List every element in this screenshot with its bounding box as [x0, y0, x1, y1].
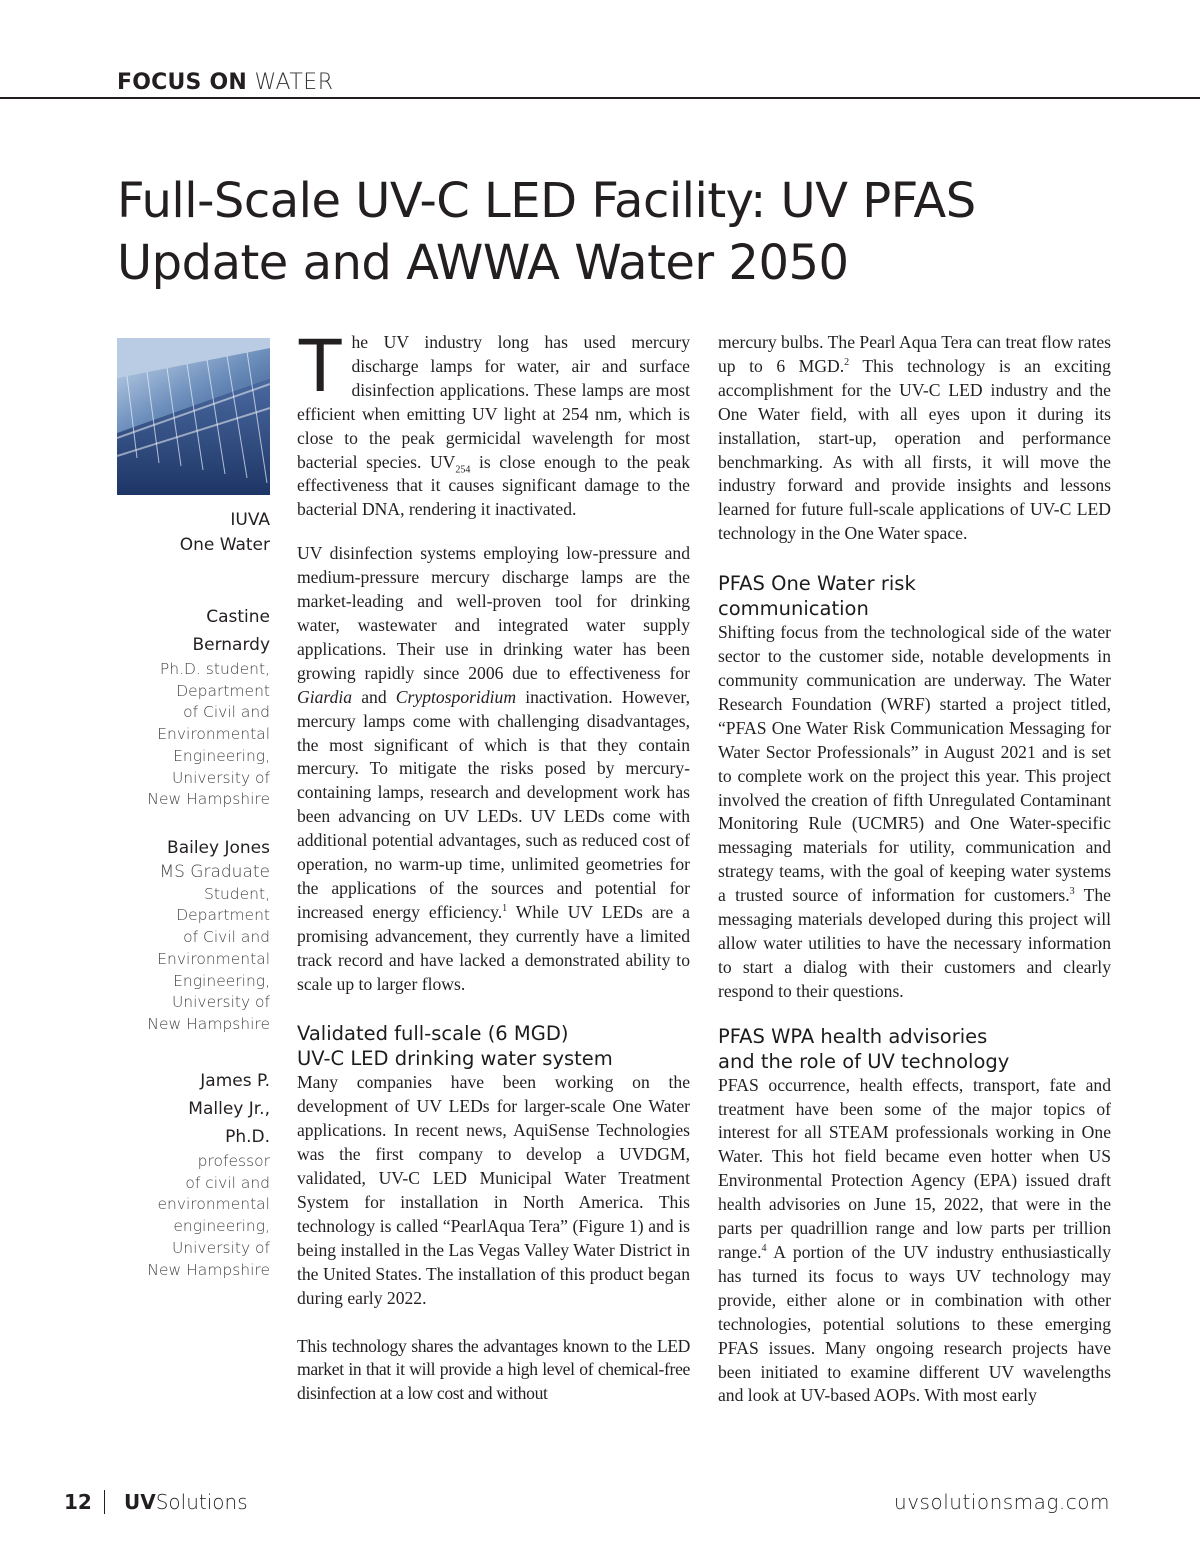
- body-column-1: [297, 323, 690, 1406]
- brand-bold: UV: [124, 1490, 156, 1514]
- author-role: New Hampshire: [147, 1014, 270, 1033]
- author-name: James P.: [200, 1071, 270, 1091]
- author-block: [100, 603, 270, 811]
- page-number: 12: [64, 1490, 92, 1514]
- section-heading: PFAS WPA health advisories and the role of UV technology: [718, 1024, 1010, 1073]
- body-column-2: [718, 331, 1111, 1408]
- author-role: University of: [171, 768, 270, 787]
- author-role: Engineering,: [173, 971, 270, 990]
- drop-cap: T: [297, 323, 344, 408]
- author-name: Bernardy: [192, 635, 270, 655]
- author-role: Department: [176, 906, 270, 925]
- author-name: Castine: [206, 607, 270, 627]
- org-name-line2: One Water: [179, 535, 270, 555]
- author-role: University of: [171, 993, 270, 1012]
- publication-brand: [124, 1489, 248, 1515]
- section-label: [117, 70, 334, 96]
- author-role: New Hampshire: [147, 790, 270, 809]
- author-role: professor: [197, 1152, 270, 1170]
- paragraph: Shifting focus from the technological side of the water sector to the customer side, notable developments in community communication are underway. The Water Research Foundation (WRF) started a project titled, “PFAS One Water Risk Communication Messaging for Water Sector Professionals” in August 2021 and is set to complete work on the project this year. This project involved the creation of fifth Unregulated Contaminant Monitoring Rule (UCMR5) and One Water-specific messaging materials for utility, communication and strategy teams, with the goal of keeping water systems a trusted source of information for customers.$^3$ The messaging materials developed during this project will allow water utilities to have the necessary information to start a dialog with their customers and clearly respond to their questions.: [718, 622, 1111, 1001]
- author-role: of Civil and: [183, 928, 270, 947]
- footer-divider: [104, 1490, 105, 1514]
- author-role: of civil and: [185, 1173, 270, 1192]
- author-role: Engineering,: [173, 746, 270, 765]
- brand-light: Solutions: [155, 1490, 248, 1514]
- author-block: [100, 1067, 270, 1281]
- author-block: [100, 834, 270, 1036]
- author-role: New Hampshire: [147, 1260, 270, 1279]
- water-weir-image: [117, 338, 270, 495]
- author-role: Environmental: [157, 949, 270, 968]
- author-role: MS Graduate: [159, 862, 270, 882]
- paragraph: This technology shares the advantages known to the LED market in that it will provide a high level of chemical-free disinfection at a low cost and without: [297, 1335, 690, 1404]
- author-role: Student,: [204, 884, 270, 903]
- paragraph: UV disinfection systems employing low-pressure and medium-pressure mercury discharge lamps are the market-leading and well-proven tool for drinking water, wastewater and integrated water supply applications. Their use in drinking water has been growing rapidly since 2006 due to effectiveness for Giardia and Cryptosporidium inactivation. However, mercury lamps come with challenging disadvantages, the most significant of which is that they contain mercury. To mitigate the risks posed by mercury-containing lamps, research and development work has been advancing on UV LEDs. UV LEDs come with additional potential advantages, such as reduced cost of operation, no warm-up time, unlimited geometries for the applications of the sources and potential for increased energy efficiency.$^1$ While UV LEDs are a promising advancement, they currently have a limited track record and have lacked a demonstrated ability to scale up to larger flows.: [297, 543, 690, 994]
- author-role: of Civil and: [183, 703, 270, 722]
- author-name: Bailey Jones: [167, 838, 270, 858]
- section-heading: PFAS One Water risk communication: [718, 572, 916, 621]
- author-role: University of: [171, 1238, 270, 1257]
- author-role: engineering,: [173, 1217, 270, 1236]
- paragraph: mercury bulbs. The Pearl Aqua Tera can treat flow rates up to 6 MGD.$^2$ This technology is an exciting accomplishment for the UV-C LED industry and the One Water field, with all eyes upon it during its installation, start-up, operation and performance benchmarking. As with all firsts, it will move the industry forward and provide insights and lessons learned for future full-scale applications of UV-C LED technology in the One Water space.: [718, 332, 1111, 544]
- paragraph: Many companies have been working on the development of UV LEDs for larger-scale One Water applications. In recent news, AquiSense Technologies was the first company to develop a UVDGM, validated, UV-C LED Municipal Water Treatment System for installation in North America. This technology is called “PearlAqua Tera” (Figure 1) and is being installed in the Las Vegas Valley Water District in the United States. The installation of this product began during early 2022.: [297, 1072, 690, 1308]
- author-role: Department: [176, 681, 270, 700]
- org-name: IUVA: [230, 510, 270, 530]
- author-role: Ph.D. student,: [159, 660, 270, 678]
- paragraph: The UV industry long has used mercury discharge lamps for water, air and surface disinfection applications. These lamps are most efficient when emitting UV light at 254 nm, which is close to the peak germicidal wavelength for most bacterial species. $UV_{254}$ is close enough to the peak effectiveness that it causes significant damage to the bacterial DNA, rendering it inactivated.: [297, 323, 690, 520]
- author-role: environmental: [157, 1195, 270, 1214]
- section-label-light: WATER: [254, 70, 334, 95]
- author-role: Environmental: [157, 725, 270, 744]
- section-heading: Validated full-scale (6 MGD) UV-C LED drinking water system: [297, 1022, 613, 1071]
- organization: [100, 508, 270, 558]
- article-title: Full-Scale UV-C LED Facility: UV PFAS Update and AWWA Water 2050: [117, 173, 976, 291]
- website-url[interactable]: uvsolutionsmag.com: [894, 1490, 1110, 1514]
- author-name: Ph.D.: [225, 1127, 270, 1147]
- section-label-bold: FOCUS ON: [117, 70, 247, 95]
- paragraph: PFAS occurrence, health effects, transport, fate and treatment have been some of the major topics of interest for all STEAM professionals working in One Water. This hot field became even hotter when US Environmental Protection Agency (EPA) issued draft health advisories on June 15, 2022, that were in the parts per quadrillion range and low parts per trillion range.$^4$ A portion of the UV industry enthusiastically has turned its focus to ways UV technology may provide, either alone or in combination with other technologies, potential solutions to these emerging PFAS issues. Many ongoing research projects have been initiated to examine different UV wavelengths and look at UV-based AOPs. With most early: [718, 1074, 1111, 1406]
- author-name: Malley Jr.,: [188, 1099, 270, 1119]
- header-rule: [0, 97, 1200, 99]
